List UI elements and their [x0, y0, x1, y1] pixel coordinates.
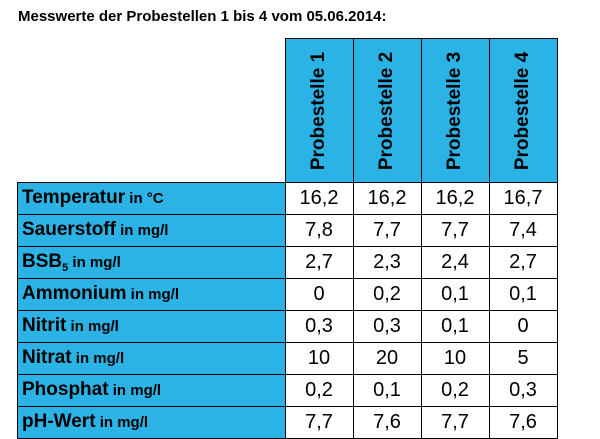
value-cell: 0: [285, 279, 353, 311]
value-cell: 2,4: [421, 247, 489, 279]
row-label: $BSB_5$ in mg/l: [18, 247, 286, 279]
value-cell: 2,3: [353, 247, 421, 279]
row-label: pH-Wert in mg/l: [18, 407, 286, 439]
value-cell: 0,3: [353, 311, 421, 343]
value-cell: 16,2: [353, 183, 421, 215]
column-header-2: Probestelle 2: [353, 39, 421, 183]
value-cell: 10: [285, 343, 353, 375]
column-header-1: Probestelle 1: [285, 39, 353, 183]
row-label: Temperatur in °C: [18, 183, 286, 215]
column-header-3: Probestelle 3: [421, 39, 489, 183]
table-row: [18, 247, 558, 279]
value-cell: 0,3: [489, 375, 557, 407]
value-cell: 16,2: [285, 183, 353, 215]
value-cell: 7,6: [489, 407, 557, 439]
value-cell: 0,3: [285, 311, 353, 343]
value-cell: 7,4: [489, 215, 557, 247]
value-cell: 7,7: [285, 407, 353, 439]
value-cell: 16,7: [489, 183, 557, 215]
corner-cell: [18, 39, 286, 183]
value-cell: 2,7: [285, 247, 353, 279]
table-row: [18, 183, 558, 215]
table-row: [18, 215, 558, 247]
table-row: [18, 343, 558, 375]
value-cell: 20: [353, 343, 421, 375]
value-cell: 5: [489, 343, 557, 375]
value-cell: 0,2: [421, 375, 489, 407]
column-header-4: Probestelle 4: [489, 39, 557, 183]
row-label: Ammonium in mg/l: [18, 279, 286, 311]
value-cell: 0,1: [421, 279, 489, 311]
value-cell: 7,7: [353, 215, 421, 247]
table-row: [18, 311, 558, 343]
value-cell: 0: [489, 311, 557, 343]
table-row: [18, 375, 558, 407]
value-cell: 7,6: [353, 407, 421, 439]
value-cell: 2,7: [489, 247, 557, 279]
value-cell: 0,1: [353, 375, 421, 407]
value-cell: 0,1: [489, 279, 557, 311]
value-cell: 0,1: [421, 311, 489, 343]
value-cell: 16,2: [421, 183, 489, 215]
header-row: [18, 39, 558, 183]
row-label: Phosphat in mg/l: [18, 375, 286, 407]
table-row: [18, 279, 558, 311]
page-title: Messwerte der Probestellen 1 bis 4 vom 05.06.2014:: [18, 8, 387, 25]
value-cell: 7,7: [421, 215, 489, 247]
row-label: Nitrit in mg/l: [18, 311, 286, 343]
row-label: Nitrat in mg/l: [18, 343, 286, 375]
value-cell: 10: [421, 343, 489, 375]
measurement-table: [17, 38, 558, 439]
value-cell: 0,2: [353, 279, 421, 311]
value-cell: 7,7: [421, 407, 489, 439]
value-cell: 7,8: [285, 215, 353, 247]
value-cell: 0,2: [285, 375, 353, 407]
table-row: [18, 407, 558, 439]
row-label: Sauerstoff in mg/l: [18, 215, 286, 247]
